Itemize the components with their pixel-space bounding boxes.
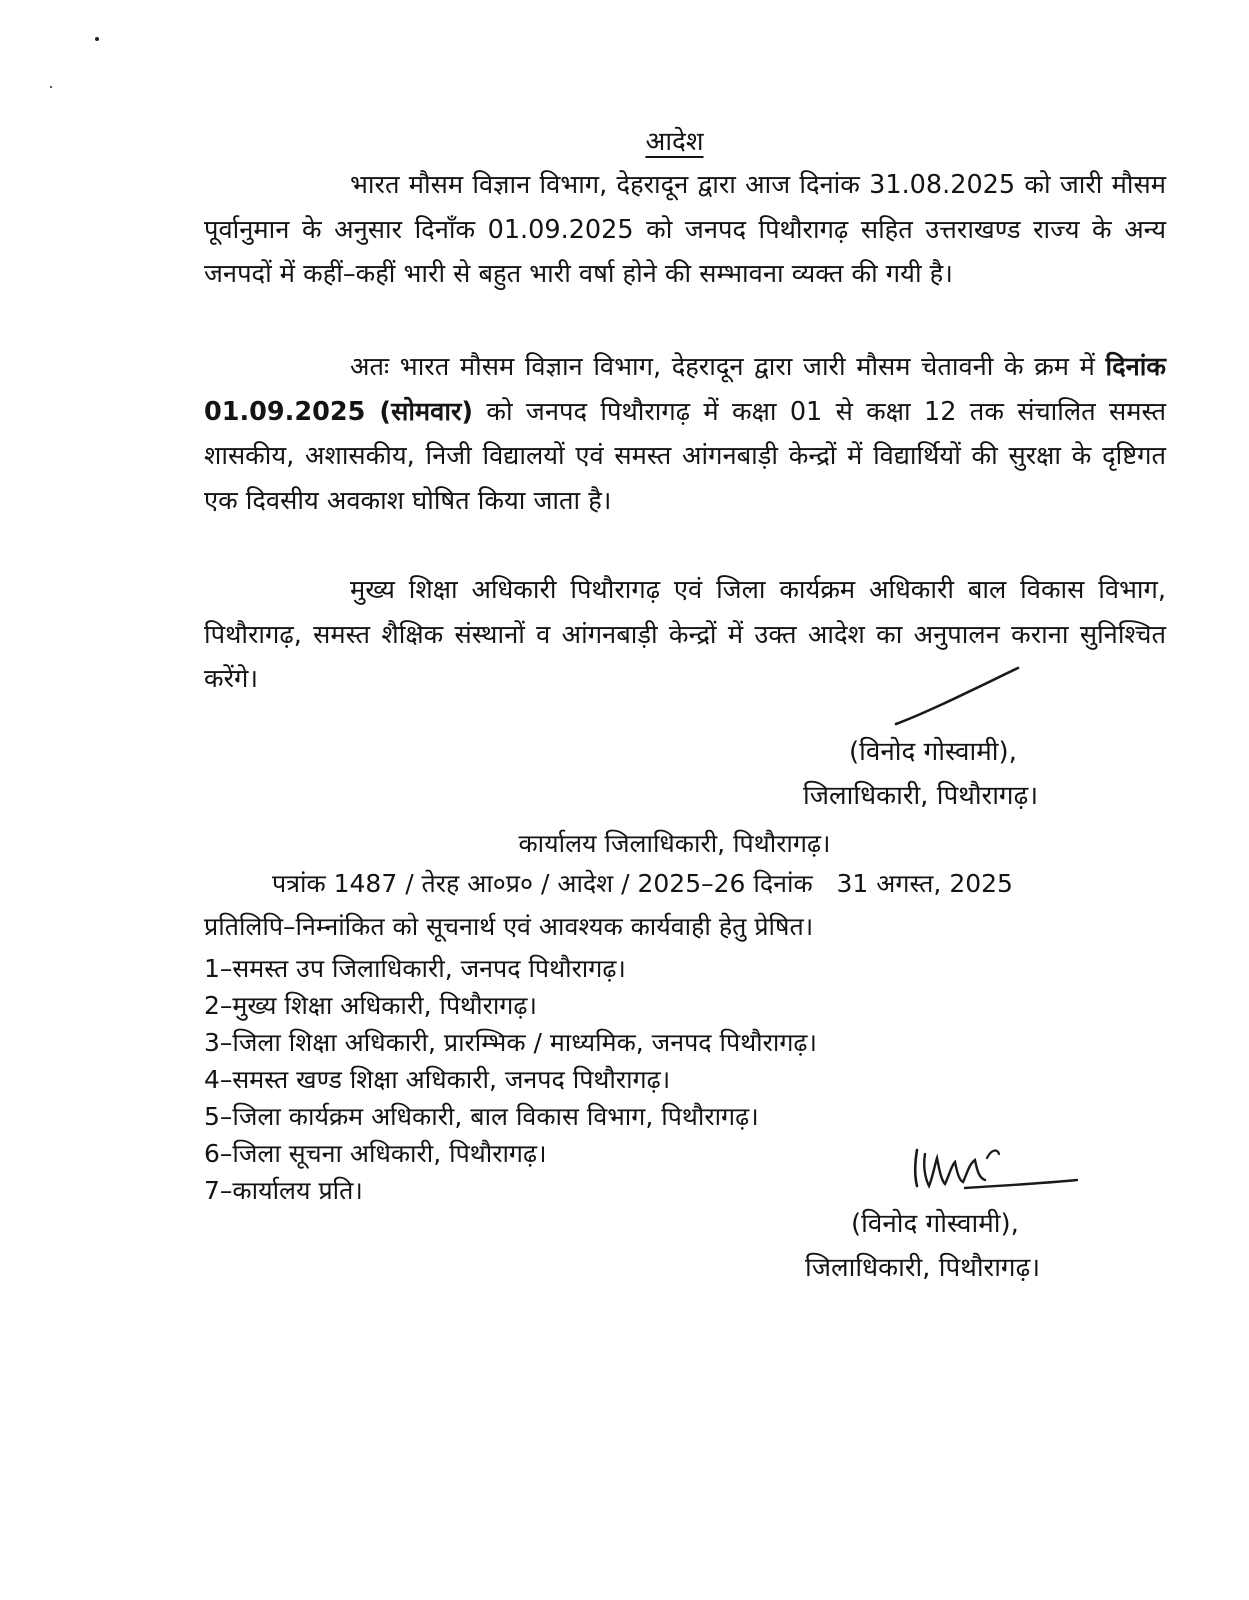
signatory-title: जिलाधिकारी, पिथौरागढ़। [805,1253,1041,1283]
handwritten-signature [905,1140,1085,1200]
reference-number: पत्रांक 1487 / तेरह आ०प्र० / आदेश / 2025–26 दिनांक 31 अगस्त, 2025 [272,869,1013,898]
holiday-text-rest: को जनपद पिथौरागढ़ में कक्षा 01 से कक्षा 12 तक संचालित समस्त शासकीय, अशासकीय, निजी विद्यालयों एवं समस्त आंगनबाड़ी केन्द्रों में विद्यार्थियों की सुरक्षा के दृष्टिगत एक दिवसीय अवकाश घोषित किया जाता है। [204,396,1166,516]
order-paragraph-holiday [204,345,1166,523]
list-item: 6–जिला सूचना अधिकारी, पिथौरागढ़। [204,1139,547,1168]
list-item: 7–कार्यालय प्रति। [204,1176,363,1205]
list-item: 1–समस्त उप जिलाधिकारी, जनपद पिथौरागढ़। [204,954,626,983]
order-paragraph-compliance: मुख्य शिक्षा अधिकारी पिथौरागढ़ एवं जिला कार्यक्रम अधिकारी बाल विकास विभाग, पिथौरागढ़, समस्त शैक्षिक संस्थानों व आंगनबाड़ी केन्द्रों में उक्त आदेश का अनुपालन कराना सुनिश्चित करेंगे। [204,575,1166,694]
signature-stroke-1 [888,660,1028,730]
recipient-list [204,950,817,1209]
list-item: 5–जिला कार्यक्रम अधिकारी, बाल विकास विभाग, पिथौरागढ़। [204,1102,759,1131]
order-signature-block [803,730,1038,818]
office-heading: कार्यालय जिलाधिकारी, पिथौरागढ़। [518,829,831,858]
holiday-date: दिनांक 01.09.2025 (सोमवार) [204,352,1166,427]
signatory-name: (विनोद गोस्वामी), [851,1209,1019,1239]
endorsement-signature-block [805,1202,1040,1290]
signatory-title: जिलाधिकारी, पिथौरागढ़। [803,781,1039,811]
list-item: 2–मुख्य शिक्षा अधिकारी, पिथौरागढ़। [204,991,537,1020]
order-title: आदेश [645,127,704,157]
order-paragraph-forecast: भारत मौसम विज्ञान विभाग, देहरादून द्वारा आज दिनांक 31.08.2025 को जारी मौसम पूर्वानुमान के अनुसार दिनाँक 01.09.2025 को जनपद पिथौरागढ़ सहित उत्तराखण्ड राज्य के अन्य जनपदों में कहीं–कहीं भारी से बहुत भारी वर्षा होने की सम्भावना व्यक्त की गयी है। [204,170,1166,289]
scan-speck [50,86,52,88]
scan-speck [95,37,99,41]
copy-to-line: प्रतिलिपि–निम्नांकित को सूचनार्थ एवं आवश्यक कार्यवाही हेतु प्रेषित। [204,912,814,941]
signatory-name: (विनोद गोस्वामी), [849,737,1017,767]
holiday-text-lead: अतः भारत मौसम विज्ञान विभाग, देहरादून द्वारा जारी मौसम चेतावनी के क्रम में [350,352,1106,382]
list-item: 4–समस्त खण्ड शिक्षा अधिकारी, जनपद पिथौरागढ़। [204,1065,671,1094]
list-item: 3–जिला शिक्षा अधिकारी, प्रारम्भिक / माध्यमिक, जनपद पिथौरागढ़। [204,1028,817,1057]
